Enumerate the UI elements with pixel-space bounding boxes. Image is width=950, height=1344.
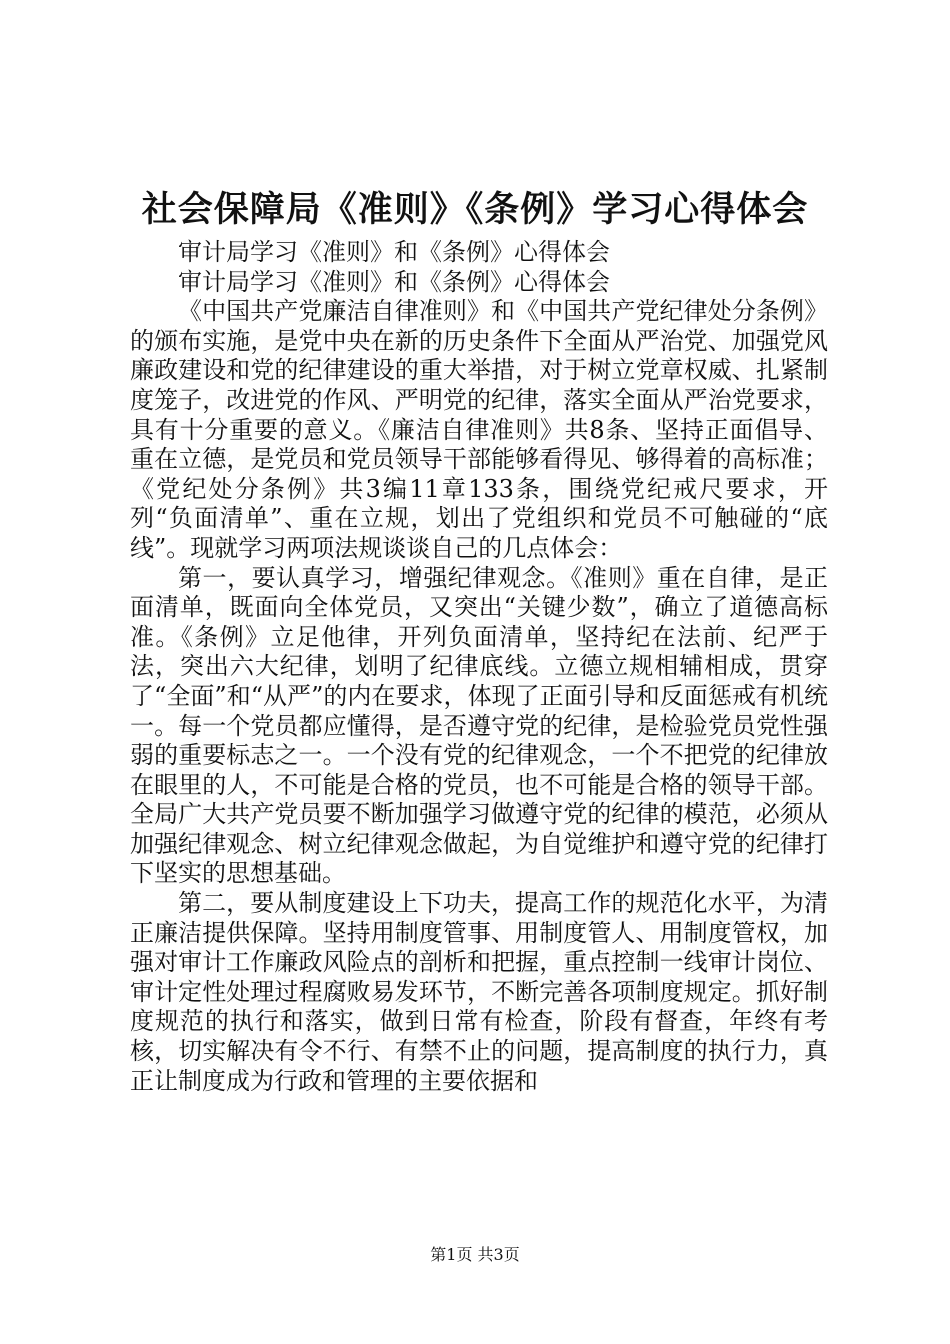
- body-paragraph: 第二，要从制度建设上下功夫，提高工作的规范化水平，为清正廉洁提供保障。坚持用制度管事、用制度管人、用制度管权，加强对审计工作廉政风险点的剖析和把握，重点控制一线审计岗位、审计定性处理过程腐败易发环节，不断完善各项制度规定。抓好制度规范的执行和落实，做到日常有检查，阶段有督查，年终有考核，切实解决有令不行、有禁不止的问题，提高制度的执行力，真正让制度成为行政和管理的主要依据和: [130, 889, 828, 1095]
- body-paragraph: 《中国共产党廉洁自律准则》和《中国共产党纪律处分条例》的颁布实施，是党中央在新的历史条件下全面从严治党、加强党风廉政建设和党的纪律建设的重大举措，对于树立党章权威、扎紧制度笼子，改进党的作风、严明党的纪律，落实全面从严治党要求，具有十分重要的意义。《廉洁自律准则》共8条、坚持正面倡导、重在立德，是党员和党员领导干部能够看得见、够得着的高标准；《党纪处分条例》共3编11章133条，围绕党纪戒尺要求，开列“负面清单”、重在立规，划出了党组织和党员不可触碰的“底线”。现就学习两项法规谈谈自己的几点体会：: [130, 297, 828, 562]
- document-body: [130, 238, 828, 1096]
- page-number-footer: 第1页 共3页: [430, 1245, 520, 1264]
- document-title: 社会保障局《准则》《条例》学习心得体会: [141, 189, 809, 230]
- subtitle-line: 审计局学习《准则》和《条例》心得体会: [178, 267, 610, 296]
- subtitle-line: 审计局学习《准则》和《条例》心得体会: [178, 238, 610, 266]
- body-paragraph: 第一，要认真学习，增强纪律观念。《准则》重在自律，是正面清单，既面向全体党员，又突出“关键少数”，确立了道德高标准。《条例》立足他律，开列负面清单，坚持纪在法前、纪严于法，突出六大纪律，划明了纪律底线。立德立规相辅相成，贯穿了“全面”和“从严”的内在要求，体现了正面引导和反面惩戒有机统一。每一个党员都应懂得，是否遵守党的纪律，是检验党员党性强弱的重要标志之一。一个没有党的纪律观念，一个不把党的纪律放在眼里的人，不可能是合格的党员，也不可能是合格的领导干部。全局广大共产党员要不断加强学习做遵守党的纪律的模范，必须从加强纪律观念、树立纪律观念做起，为自觉维护和遵守党的纪律打下坚实的思想基础。: [130, 563, 828, 888]
